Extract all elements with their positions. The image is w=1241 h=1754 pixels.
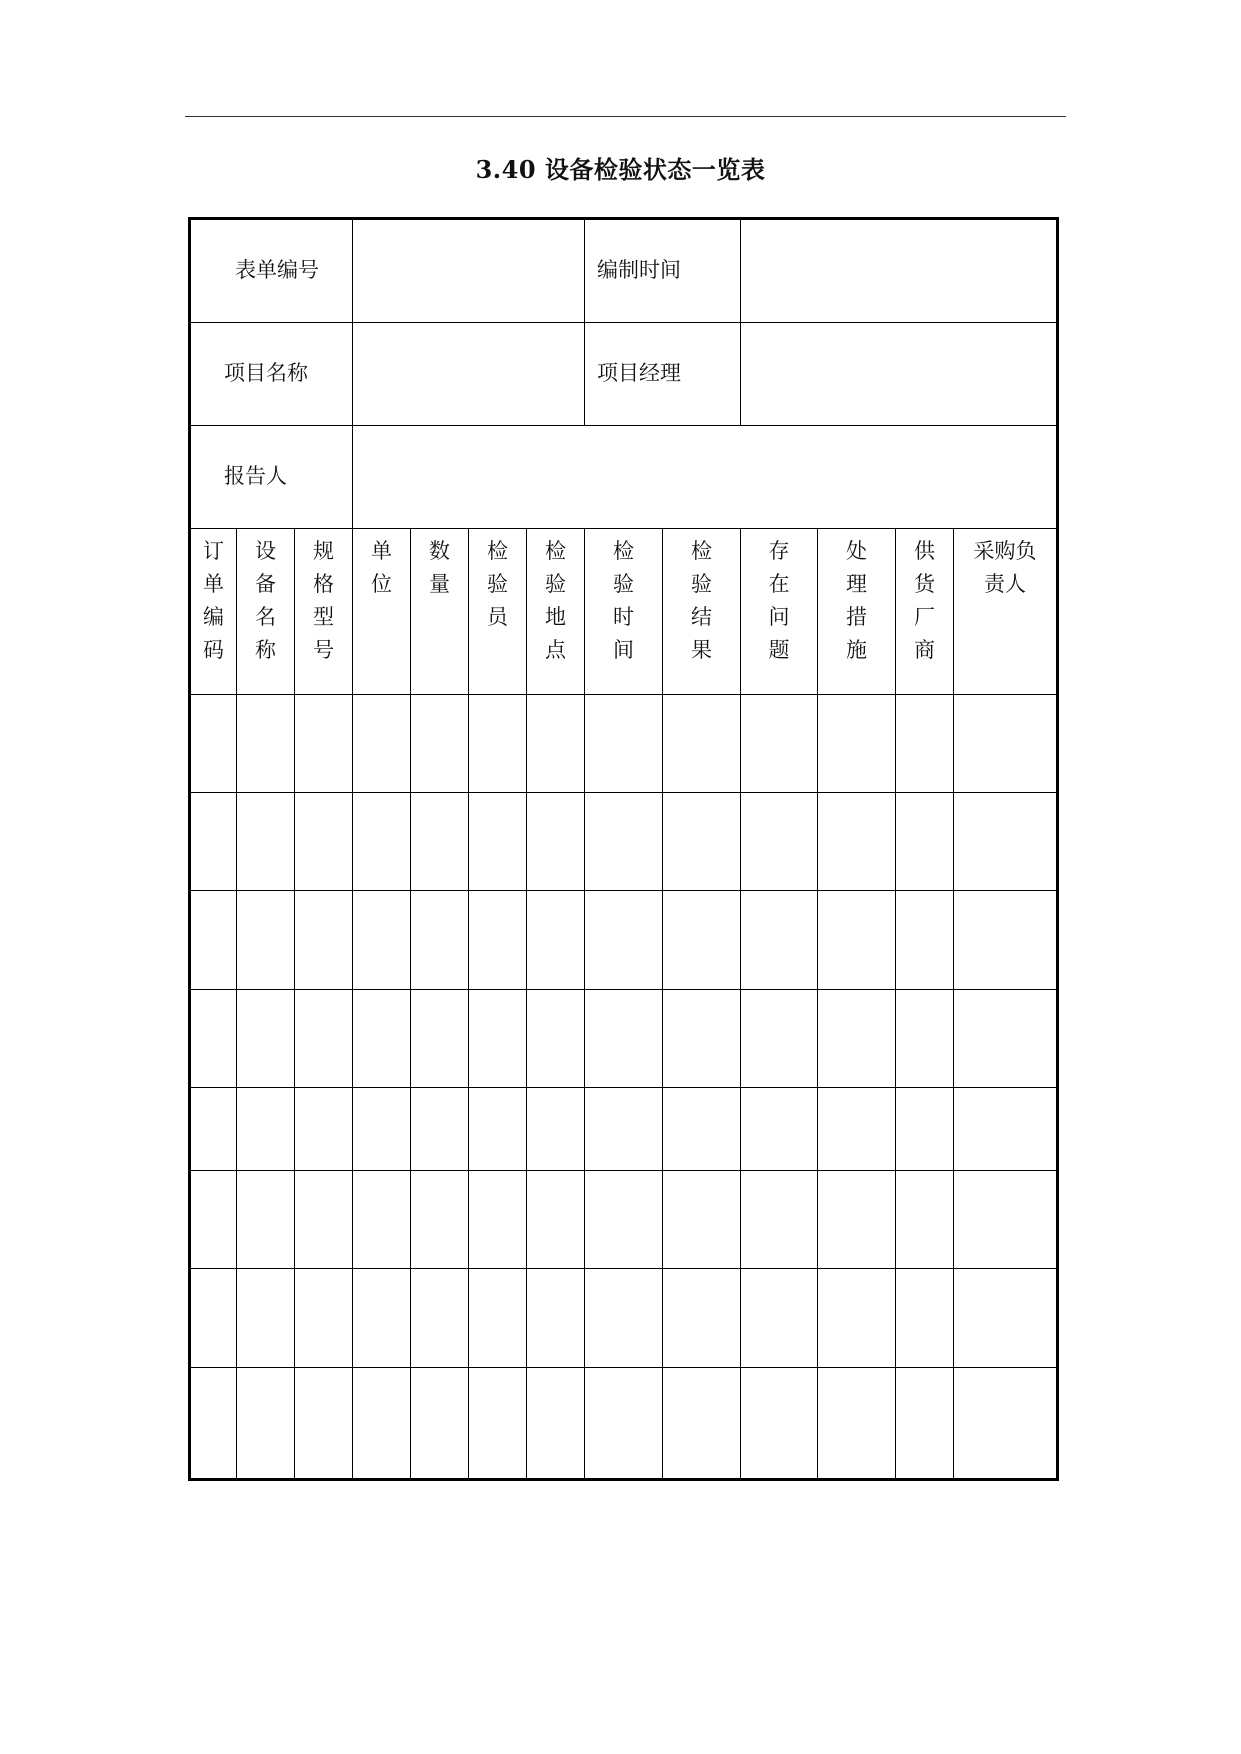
table-row <box>190 695 1058 793</box>
table-cell[interactable] <box>896 990 954 1088</box>
form-no-label: 表单编号 <box>190 219 353 323</box>
table-cell[interactable] <box>411 1269 469 1368</box>
table-cell[interactable] <box>190 1368 237 1480</box>
table-cell[interactable] <box>585 990 663 1088</box>
table-cell[interactable] <box>741 793 818 891</box>
table-cell[interactable] <box>527 1269 585 1368</box>
table-cell[interactable] <box>469 1171 527 1269</box>
table-row <box>190 1269 1058 1368</box>
table-cell[interactable] <box>411 1368 469 1480</box>
table-cell[interactable] <box>411 990 469 1088</box>
table-cell[interactable] <box>663 793 741 891</box>
table-cell[interactable] <box>353 1269 411 1368</box>
table-cell[interactable] <box>585 1269 663 1368</box>
table-cell[interactable] <box>663 891 741 990</box>
table-cell[interactable] <box>663 695 741 793</box>
table-cell[interactable] <box>896 1269 954 1368</box>
table-cell[interactable] <box>896 891 954 990</box>
table-cell[interactable] <box>237 1171 295 1269</box>
table-cell[interactable] <box>818 1368 896 1480</box>
table-row <box>190 891 1058 990</box>
table-cell[interactable] <box>295 793 353 891</box>
table-cell[interactable] <box>818 695 896 793</box>
table-cell[interactable] <box>295 1171 353 1269</box>
table-cell[interactable] <box>527 793 585 891</box>
table-cell[interactable] <box>954 1368 1058 1480</box>
table-cell[interactable] <box>954 1088 1058 1171</box>
table-cell[interactable] <box>896 695 954 793</box>
table-cell[interactable] <box>954 1171 1058 1269</box>
table-cell[interactable] <box>527 1088 585 1171</box>
data-rows <box>190 695 1058 1480</box>
column-header-inspector: 检验员 <box>469 529 527 695</box>
column-header-spec-model: 规格型号 <box>295 529 353 695</box>
table-cell[interactable] <box>527 891 585 990</box>
column-header-quantity: 数量 <box>411 529 469 695</box>
table-cell[interactable] <box>818 793 896 891</box>
column-header-supplier: 供货厂商 <box>896 529 954 695</box>
table-cell[interactable] <box>741 1368 818 1480</box>
table-cell[interactable] <box>896 1368 954 1480</box>
column-header-existing-issues: 存在问题 <box>741 529 818 695</box>
project-name-field[interactable] <box>353 323 585 426</box>
form-no-row <box>190 219 1058 323</box>
column-header-inspection-result: 检验结果 <box>663 529 741 695</box>
table-cell[interactable] <box>469 1368 527 1480</box>
inspection-status-table <box>188 217 1059 1481</box>
table-cell[interactable] <box>353 1088 411 1171</box>
table-cell[interactable] <box>663 1088 741 1171</box>
table-cell[interactable] <box>818 990 896 1088</box>
table-cell[interactable] <box>954 990 1058 1088</box>
table-cell[interactable] <box>353 695 411 793</box>
table-cell[interactable] <box>190 1171 237 1269</box>
table-cell[interactable] <box>663 1269 741 1368</box>
table-cell[interactable] <box>411 695 469 793</box>
table-cell[interactable] <box>954 1269 1058 1368</box>
table-cell[interactable] <box>190 793 237 891</box>
table-cell[interactable] <box>295 695 353 793</box>
table-row <box>190 990 1058 1088</box>
project-row <box>190 323 1058 426</box>
table-cell[interactable] <box>353 891 411 990</box>
table-cell[interactable] <box>818 891 896 990</box>
reporter-label: 报告人 <box>190 426 353 529</box>
project-manager-field[interactable] <box>741 323 1058 426</box>
table-cell[interactable] <box>741 990 818 1088</box>
column-header-handling-measures: 处理措施 <box>818 529 896 695</box>
table-cell[interactable] <box>353 1368 411 1480</box>
table-cell[interactable] <box>469 1269 527 1368</box>
table-cell[interactable] <box>295 1368 353 1480</box>
table-cell[interactable] <box>585 1088 663 1171</box>
table-cell[interactable] <box>190 990 237 1088</box>
table-cell[interactable] <box>353 793 411 891</box>
table-cell[interactable] <box>190 695 237 793</box>
table-cell[interactable] <box>954 891 1058 990</box>
table-cell[interactable] <box>295 1088 353 1171</box>
table-cell[interactable] <box>411 1171 469 1269</box>
table-cell[interactable] <box>353 990 411 1088</box>
table-row <box>190 1171 1058 1269</box>
table-cell[interactable] <box>896 1171 954 1269</box>
compile-time-field[interactable] <box>741 219 1058 323</box>
table-cell[interactable] <box>190 1269 237 1368</box>
table-cell[interactable] <box>896 793 954 891</box>
table-cell[interactable] <box>954 793 1058 891</box>
table-cell[interactable] <box>411 1088 469 1171</box>
table-cell[interactable] <box>353 1171 411 1269</box>
column-header-inspection-location: 检验地点 <box>527 529 585 695</box>
column-header-unit: 单位 <box>353 529 411 695</box>
table-cell[interactable] <box>190 1088 237 1171</box>
table-cell[interactable] <box>585 1368 663 1480</box>
column-header-inspection-time: 检验时间 <box>585 529 663 695</box>
reporter-field[interactable] <box>353 426 1058 529</box>
table-cell[interactable] <box>469 891 527 990</box>
project-name-label: 项目名称 <box>190 323 353 426</box>
table-cell[interactable] <box>818 1269 896 1368</box>
table-cell[interactable] <box>295 990 353 1088</box>
table-cell[interactable] <box>237 695 295 793</box>
table-cell[interactable] <box>295 891 353 990</box>
table-cell[interactable] <box>741 1171 818 1269</box>
table-cell[interactable] <box>237 1269 295 1368</box>
table-cell[interactable] <box>741 695 818 793</box>
table-cell[interactable] <box>896 1088 954 1171</box>
table-cell[interactable] <box>295 1269 353 1368</box>
table-cell[interactable] <box>237 1368 295 1480</box>
table-cell[interactable] <box>237 1088 295 1171</box>
table-cell[interactable] <box>237 793 295 891</box>
project-manager-label: 项目经理 <box>585 323 741 426</box>
table-cell[interactable] <box>741 891 818 990</box>
table-cell[interactable] <box>585 891 663 990</box>
table-cell[interactable] <box>741 1088 818 1171</box>
table-cell[interactable] <box>663 990 741 1088</box>
header-rule <box>185 116 1066 117</box>
table-cell[interactable] <box>527 990 585 1088</box>
table-cell[interactable] <box>411 793 469 891</box>
table-cell[interactable] <box>585 1171 663 1269</box>
table-row <box>190 793 1058 891</box>
column-header-row <box>190 529 1058 695</box>
table-cell[interactable] <box>469 990 527 1088</box>
table-cell[interactable] <box>663 1368 741 1480</box>
table-cell[interactable] <box>585 793 663 891</box>
table-cell[interactable] <box>527 1171 585 1269</box>
table-cell[interactable] <box>527 1368 585 1480</box>
table-cell[interactable] <box>469 695 527 793</box>
column-header-purchasing-owner: 采购负责人 <box>954 529 1058 695</box>
document-title: 3.40 设备检验状态一览表 <box>475 155 766 184</box>
reporter-row <box>190 426 1058 529</box>
table-cell[interactable] <box>237 891 295 990</box>
table-cell[interactable] <box>818 1088 896 1171</box>
table-row <box>190 1368 1058 1480</box>
table-cell[interactable] <box>469 1088 527 1171</box>
table-cell[interactable] <box>954 695 1058 793</box>
table-cell[interactable] <box>818 1171 896 1269</box>
table-row <box>190 1088 1058 1171</box>
table-cell[interactable] <box>237 990 295 1088</box>
compile-time-label: 编制时间 <box>585 219 741 323</box>
form-no-field[interactable] <box>353 219 585 323</box>
table-cell[interactable] <box>585 695 663 793</box>
table-cell[interactable] <box>663 1171 741 1269</box>
table-cell[interactable] <box>411 891 469 990</box>
table-cell[interactable] <box>190 891 237 990</box>
column-header-order-code: 订单编码 <box>190 529 237 695</box>
table-cell[interactable] <box>527 695 585 793</box>
table-cell[interactable] <box>741 1269 818 1368</box>
column-header-equipment-name: 设备名称 <box>237 529 295 695</box>
table-cell[interactable] <box>469 793 527 891</box>
